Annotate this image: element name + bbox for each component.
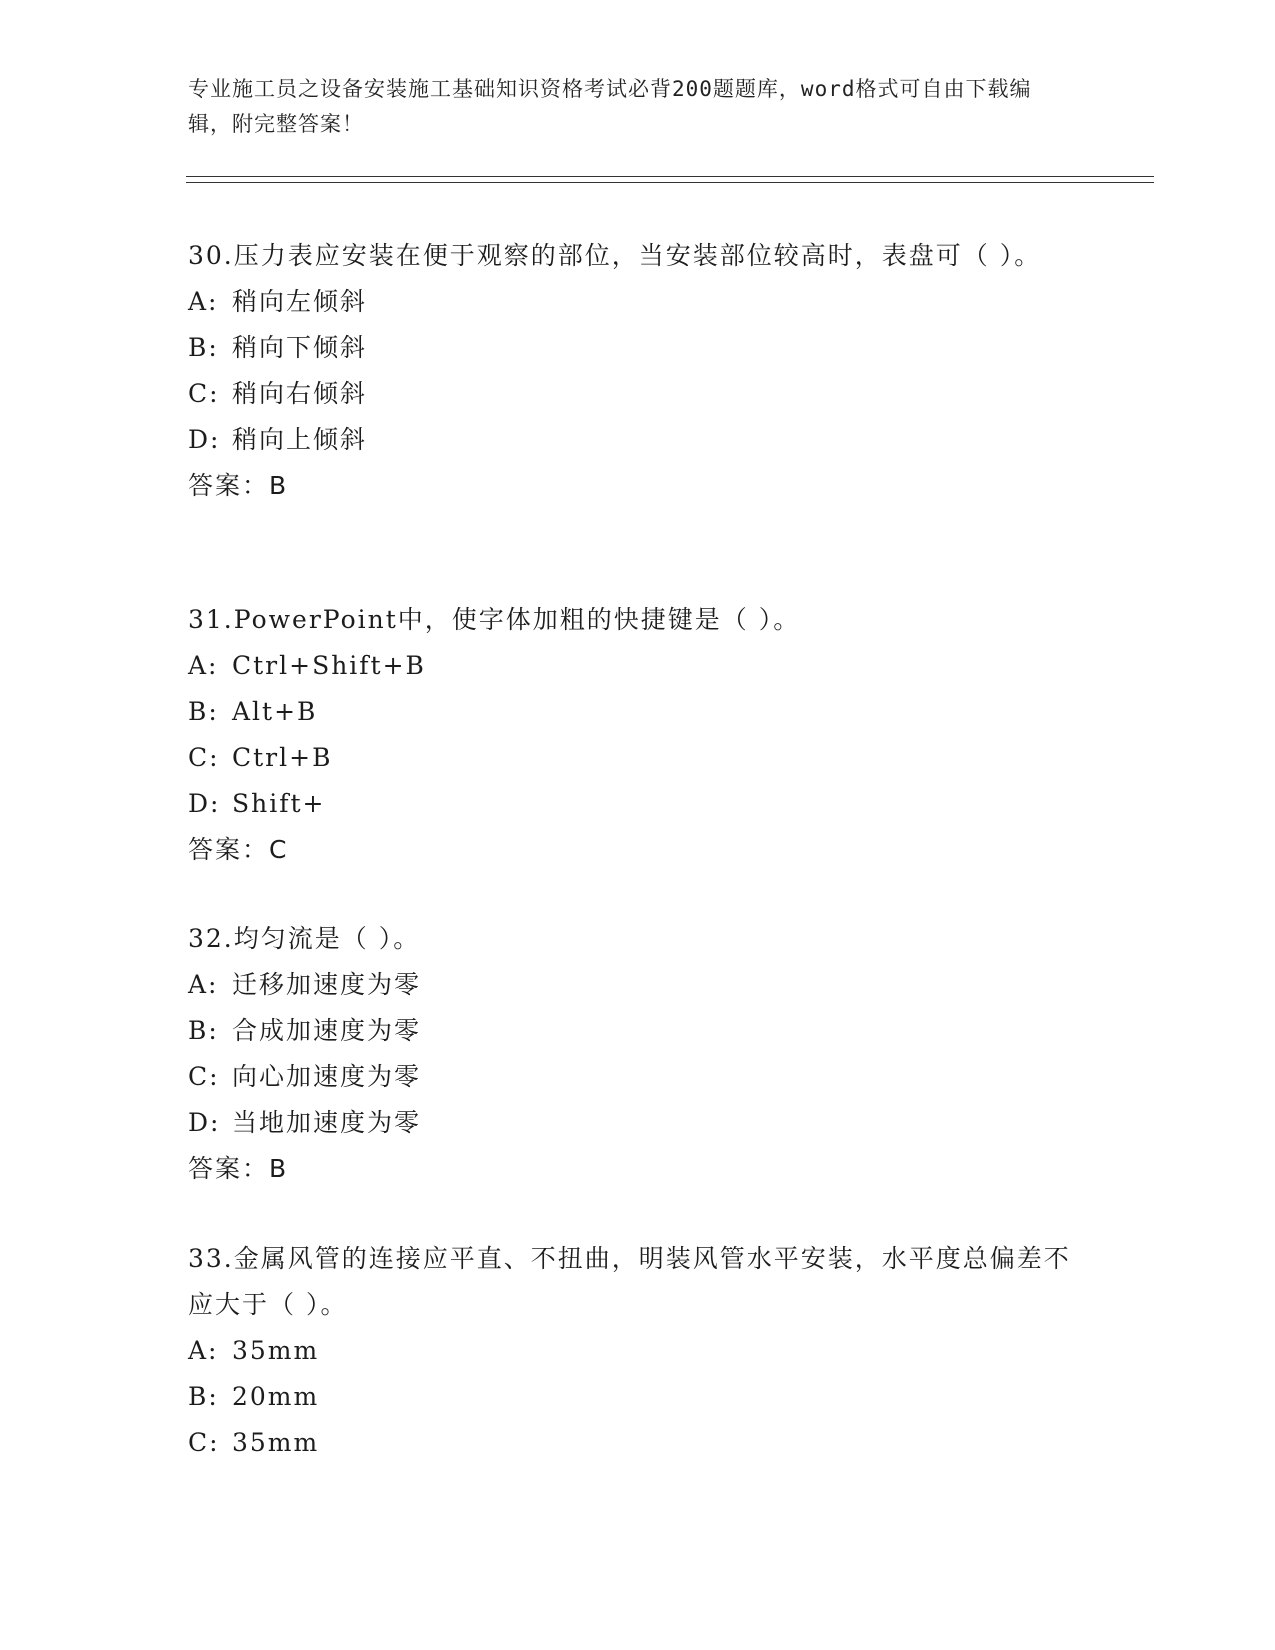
question-text [188, 1236, 1088, 1328]
option-text: Shift+ [232, 789, 326, 818]
option-text: Ctrl+B [232, 743, 333, 772]
option-label: C: [188, 379, 220, 408]
question-number: 31. [188, 605, 234, 634]
option-a [188, 643, 1088, 689]
option-c [188, 371, 1088, 417]
option-d [188, 781, 1088, 827]
question-number: 30. [188, 241, 234, 270]
question-text [188, 597, 1088, 643]
option-label: C: [188, 743, 220, 772]
option-text: 迁移加速度为零 [232, 970, 422, 999]
option-b [188, 325, 1088, 371]
option-text: 合成加速度为零 [232, 1016, 422, 1045]
answer-line: 答案：C [188, 835, 289, 864]
option-text: Ctrl+Shift+B [232, 651, 426, 680]
option-label: D: [188, 425, 221, 454]
option-text: 稍向上倾斜 [232, 425, 368, 454]
option-label: B: [188, 333, 219, 362]
option-label: B: [188, 1016, 219, 1045]
option-text: 20mm [232, 1382, 320, 1411]
header-divider-top [186, 176, 1154, 177]
option-b [188, 1008, 1088, 1054]
header-divider-bottom [186, 182, 1154, 183]
option-a [188, 962, 1088, 1008]
answer-line: 答案：B [188, 1154, 289, 1183]
option-label: B: [188, 1382, 219, 1411]
question-body: 金属风管的连接应平直、不扭曲，明装风管水平安装，水平度总偏差不应大于（ ）。 [188, 1244, 1071, 1319]
option-text: 35mm [232, 1428, 320, 1457]
question-text [188, 916, 1088, 962]
question-33 [188, 1236, 1088, 1466]
option-label: C: [188, 1428, 220, 1457]
option-label: B: [188, 697, 219, 726]
option-text: 35mm [232, 1336, 320, 1365]
option-d [188, 1100, 1088, 1146]
answer-line: 答案：B [188, 471, 289, 500]
option-text: Alt+B [232, 697, 318, 726]
option-a [188, 1328, 1088, 1374]
option-a [188, 279, 1088, 325]
header-text: 专业施工员之设备安装施工基础知识资格考试必背200题题库，word格式可自由下载编辑，附完整答案！ [188, 77, 1032, 136]
question-32 [188, 916, 1088, 1192]
option-c [188, 1054, 1088, 1100]
option-label: A: [188, 651, 219, 680]
option-text: 稍向左倾斜 [232, 287, 368, 316]
question-31 [188, 597, 1088, 873]
question-text [188, 233, 1088, 279]
option-label: A: [188, 970, 219, 999]
option-text: 稍向右倾斜 [232, 379, 368, 408]
question-number: 33. [188, 1244, 234, 1273]
question-body: PowerPoint中，使字体加粗的快捷键是（ ）。 [233, 605, 801, 634]
option-label: A: [188, 287, 219, 316]
option-label: D: [188, 789, 221, 818]
question-body: 均匀流是（ ）。 [233, 924, 421, 953]
option-b [188, 689, 1088, 735]
option-label: C: [188, 1062, 220, 1091]
question-number: 32. [188, 924, 234, 953]
option-text: 当地加速度为零 [232, 1108, 422, 1137]
option-text: 稍向下倾斜 [232, 333, 368, 362]
option-label: D: [188, 1108, 221, 1137]
option-text: 向心加速度为零 [232, 1062, 422, 1091]
option-d [188, 417, 1088, 463]
question-30 [188, 233, 1088, 509]
option-c [188, 1420, 1088, 1466]
option-b [188, 1374, 1088, 1420]
question-body: 压力表应安装在便于观察的部位，当安装部位较高时，表盘可（ ）。 [233, 241, 1042, 270]
option-c [188, 735, 1088, 781]
document-header [188, 72, 1068, 142]
option-label: A: [188, 1336, 219, 1365]
